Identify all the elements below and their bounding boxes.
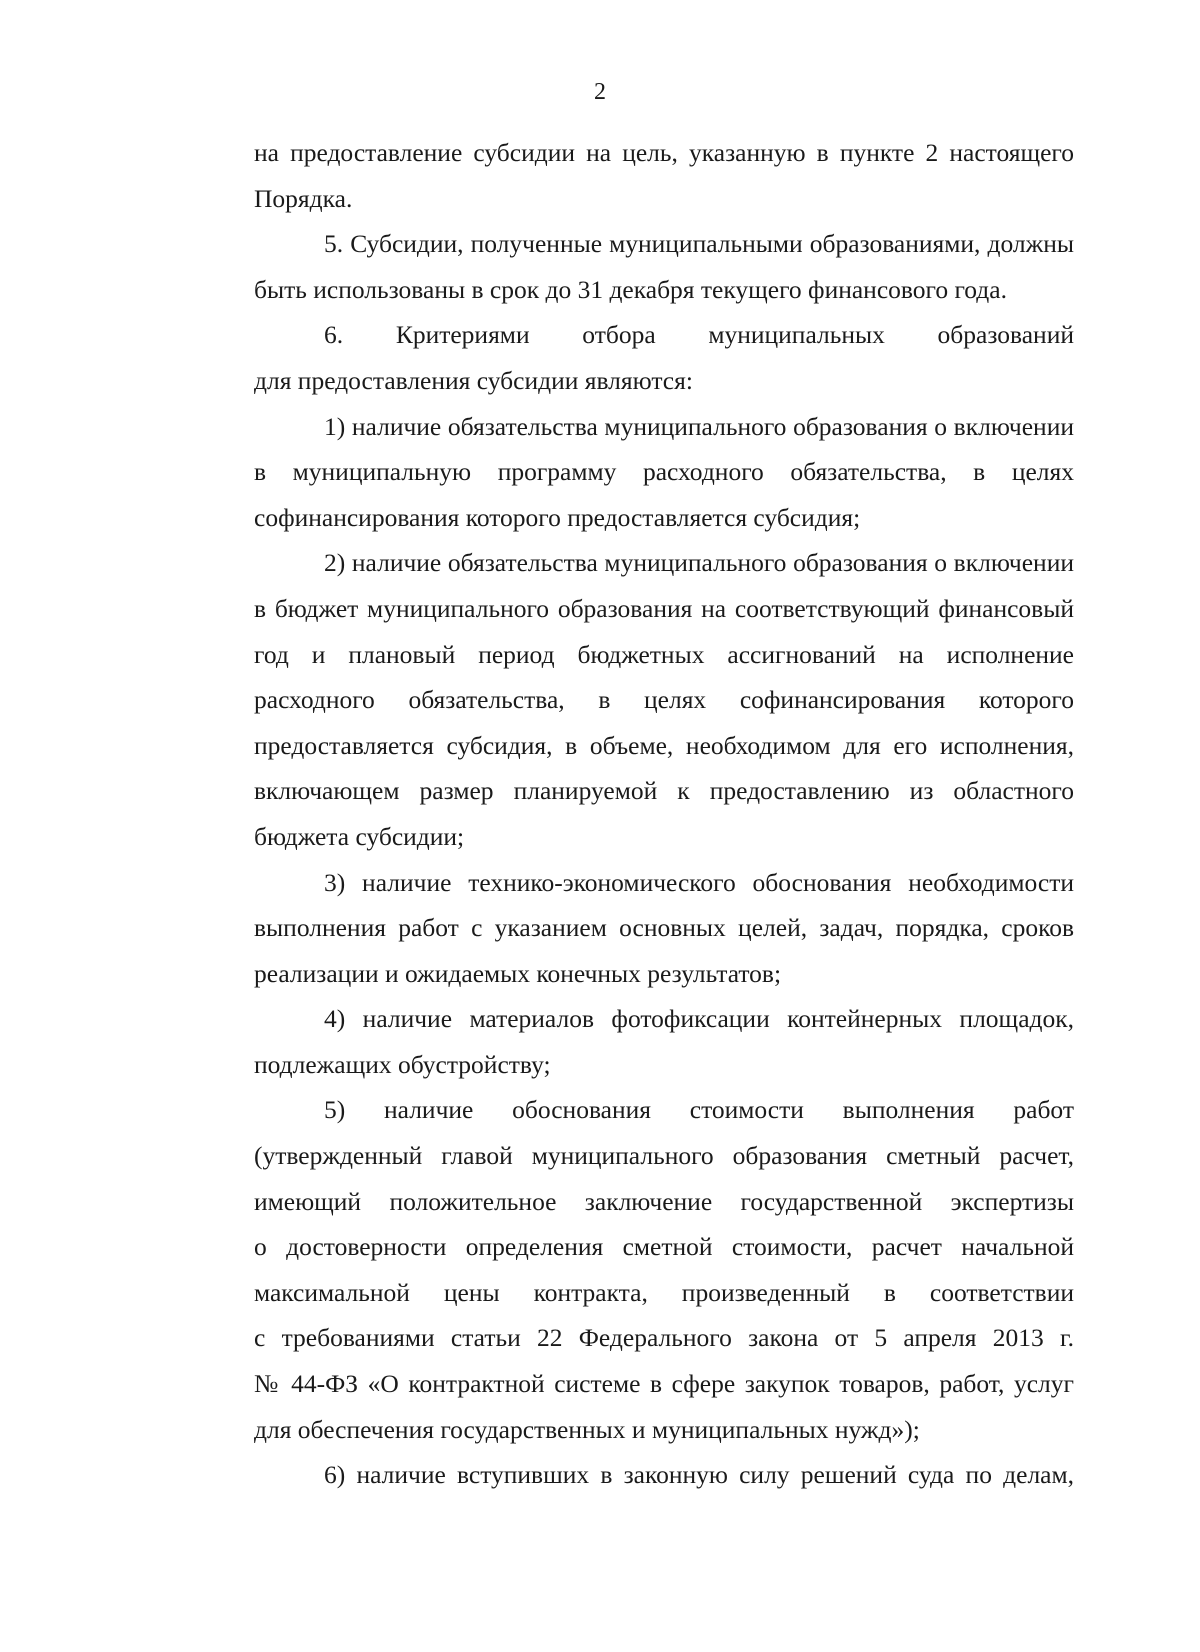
text-line: расходного обязательства, в целях софинансирования которого	[254, 685, 1074, 715]
text-line: 5) наличие обоснования стоимости выполнения работ	[324, 1095, 1074, 1125]
text-line: включающем размер планируемой к предоставлению из областного	[254, 776, 1074, 806]
text-line: бюджета субсидии;	[254, 821, 465, 851]
paragraph-p6	[184, 312, 1074, 403]
text-line: 3) наличие технико-экономического обоснования необходимости	[324, 867, 1074, 897]
document-body	[184, 130, 1074, 1498]
text-line: в бюджет муниципального образования на соответствующий финансовый	[254, 593, 1074, 623]
text-line: год и плановый период бюджетных ассигнований на исполнение	[254, 639, 1074, 669]
text-line: в муниципальную программу расходного обязательства, в целях	[254, 457, 1074, 487]
paragraph-p6-1	[184, 404, 1074, 541]
paragraph-p6-3	[184, 860, 1074, 997]
paragraph-p6-6	[184, 1452, 1074, 1498]
text-line: Порядка.	[254, 183, 353, 213]
text-line: для обеспечения государственных и муниципальных нужд»);	[254, 1414, 920, 1444]
page-number: 2	[594, 79, 606, 105]
text-line: 5. Субсидии, полученные муниципальными образованиями, должны	[324, 229, 1074, 259]
text-line: о достоверности определения сметной стоимости, расчет начальной	[254, 1232, 1074, 1262]
text-line: подлежащих обустройству;	[254, 1049, 551, 1079]
paragraph-p5	[184, 221, 1074, 312]
text-line: 4) наличие материалов фотофиксации контейнерных площадок,	[324, 1004, 1074, 1034]
text-line: (утвержденный главой муниципального образования сметный расчет,	[254, 1141, 1074, 1171]
text-line: № 44-ФЗ «О контрактной системе в сфере закупок товаров, работ, услуг	[254, 1369, 1074, 1399]
paragraph-p6-5	[184, 1087, 1074, 1452]
text-line: 2) наличие обязательства муниципального образования о включении	[324, 548, 1074, 578]
paragraph-p6-2	[184, 540, 1074, 859]
paragraph-p6-4	[184, 996, 1074, 1087]
text-line: софинансирования которого предоставляется субсидия;	[254, 502, 861, 532]
text-line: выполнения работ с указанием основных целей, задач, порядка, сроков	[254, 913, 1074, 943]
text-line: на предоставление субсидии на цель, указанную в пункте 2 настоящего	[254, 138, 1074, 167]
text-line: с требованиями статьи 22 Федерального закона от 5 апреля 2013 г.	[254, 1323, 1074, 1353]
text-line: реализации и ожидаемых конечных результатов;	[254, 958, 782, 988]
paragraph-cont	[184, 130, 1074, 221]
text-line: для предоставления субсидии являются:	[254, 365, 693, 395]
text-line: 6) наличие вступивших в законную силу решений суда по делам,	[324, 1460, 1074, 1490]
text-line: максимальной цены контракта, произведенный в соответствии	[254, 1277, 1074, 1307]
text-line: быть использованы в срок до 31 декабря текущего финансового года.	[254, 274, 1007, 304]
text-line: предоставляется субсидия, в объеме, необходимом для его исполнения,	[254, 730, 1074, 760]
text-line: 1) наличие обязательства муниципального образования о включении	[324, 411, 1074, 441]
text-line: имеющий положительное заключение государственной экспертизы	[254, 1186, 1074, 1216]
text-line: 6. Критериями отбора муниципальных образований	[324, 320, 1074, 350]
